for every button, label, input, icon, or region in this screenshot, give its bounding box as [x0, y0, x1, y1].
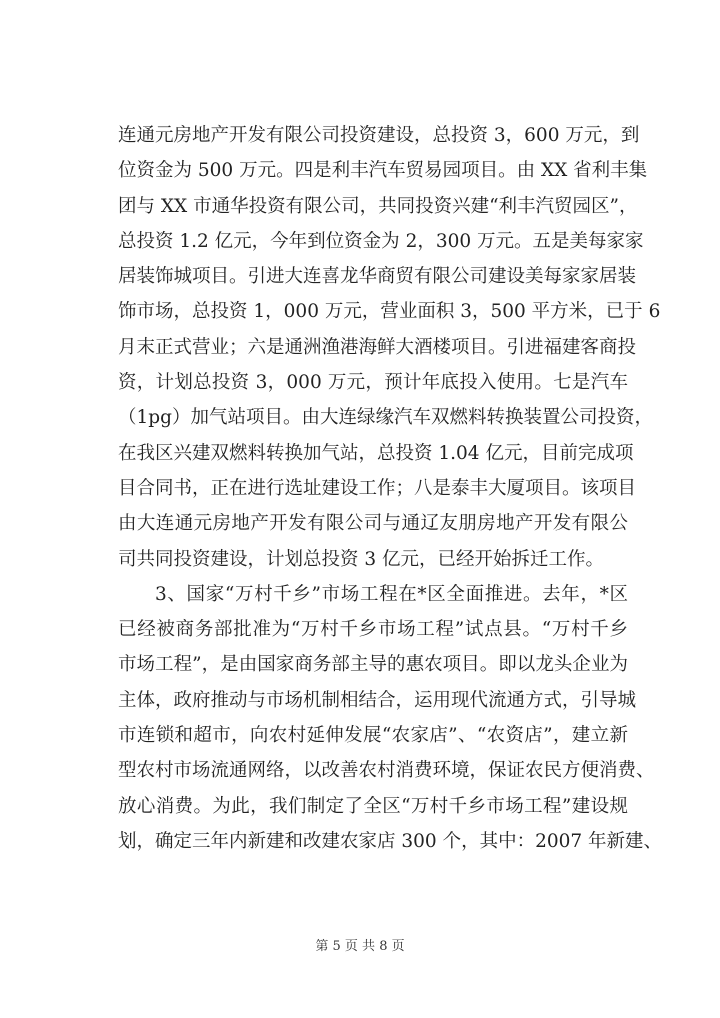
text-line: 居装饰城项目。引进大连喜龙华商贸有限公司建设美每家家居装 — [118, 266, 637, 288]
paragraph — [118, 577, 663, 859]
text-line: 3、国家“万村千乡”市场工程在*区全面推进。去年，*区 — [155, 583, 628, 605]
text-line: 型农村市场流通网络，以改善农村消费环境，保证农民方便消费、 — [118, 760, 655, 782]
text-line: 市场工程”，是由国家商务部主导的惠农项目。即以龙头企业为 — [118, 654, 628, 676]
document-body — [118, 118, 663, 859]
page-footer: 第 5 页 共 8 页 — [315, 939, 405, 954]
text-line: 月末正式营业；六是通洲渔港海鲜大酒楼项目。引进福建客商投 — [118, 336, 637, 358]
text-line: 主体，政府推动与市场机制相结合，运用现代流通方式，引导城 — [118, 689, 637, 711]
text-line: 饰市场，总投资 1，000 万元，营业面积 3，500 平方米，已于 6 — [118, 301, 661, 323]
text-line: 市连锁和超市，向农村延伸发展“农家店”、“农资店”，建立新 — [118, 725, 628, 747]
text-line: 划，确定三年内新建和改建农家店 300 个，其中：2007 年新建、 — [118, 830, 663, 852]
text-line: 由大连通元房地产开发有限公司与通辽友朋房地产开发有限公 — [118, 513, 628, 535]
text-line: 司共同投资建设，计划总投资 3 亿元，已经开始拆迁工作。 — [118, 548, 605, 570]
text-line: 连通元房地产开发有限公司投资建设，总投资 3，600 万元，到 — [118, 125, 640, 146]
text-line: （1pg）加气站项目。由大连绿缘汽车双燃料转换装置公司投资， — [118, 407, 653, 429]
text-line: 在我区兴建双燃料转换加气站，总投资 1.04 亿元，目前完成项 — [118, 442, 634, 464]
paragraph — [118, 118, 661, 577]
text-line: 已经被商务部批准为“万村千乡市场工程”试点县。“万村千乡 — [118, 619, 628, 641]
text-line: 团与 XX 市通华投资有限公司，共同投资兴建“利丰汽贸园区”， — [118, 195, 638, 217]
text-line: 资，计划总投资 3，000 万元，预计年底投入使用。七是汽车 — [118, 372, 628, 394]
text-line: 放心消费。为此，我们制定了全区“万村千乡市场工程”建设规 — [118, 795, 628, 817]
text-line: 位资金为 500 万元。四是利丰汽车贸易园项目。由 XX 省利丰集 — [118, 160, 648, 182]
text-line: 目合同书，正在进行选址建设工作；八是泰丰大厦项目。该项目 — [118, 477, 637, 499]
text-line: 总投资 1.2 亿元，今年到位资金为 2，300 万元。五是美每家家 — [118, 230, 644, 252]
